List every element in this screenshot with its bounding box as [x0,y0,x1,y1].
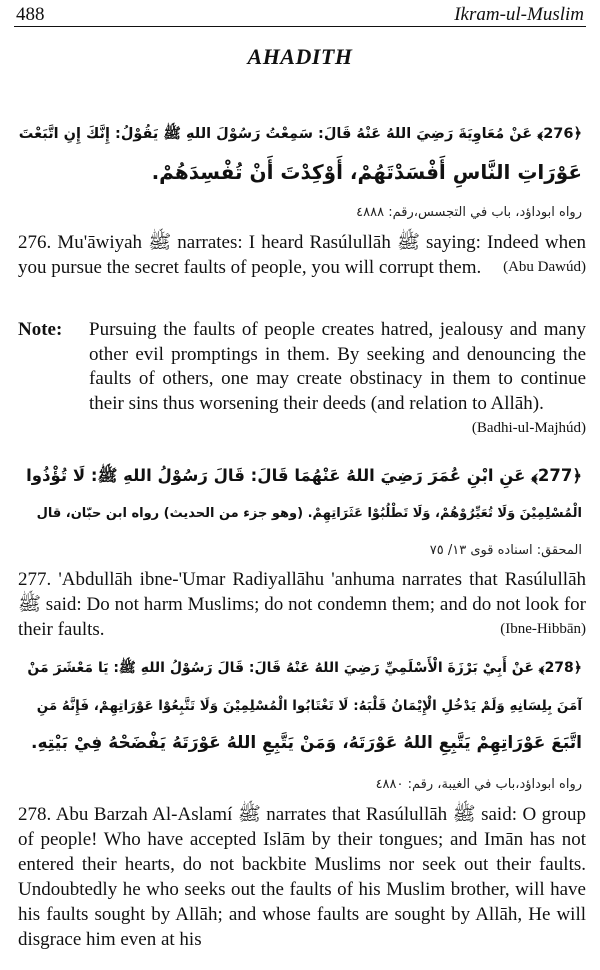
hadith-276-arabic-line1: ﴿276﴾ عَنْ مُعَاوِيَةَ رَضِيَ اللهُ عَنْهُ قَالَ: سَمِعْتُ رَسُوْلَ اللهِ ﷺ يَقُوْلُ: إِنَّكَ إِنِ اتَّبَعْتَ [18,126,582,142]
hadith-278-text: 278. Abu Barzah Al-Aslamí ﷺ narrates that Rasúlullāh ﷺ said: O group of people! Who have accepted Islām by their tongues; and Imān has not entered their hearts, do not backbite Muslims nor seek out their faults. Undoubtedly he who seeks out the faults of his Muslim brother, will have his faults sought by Allāh; and whose faults are sought by Allāh, He will disgrace him even at his [18,804,586,950]
running-title: Ikram-ul-Muslim [454,4,584,25]
note-body [89,318,586,441]
hadith-276-source: (Abu Dawúd) [503,259,586,275]
hadith-277-text: 277. 'Abdullāh ibne-'Umar Radiyallāhu 'anhuma narrates that Rasúlullāh ﷺ said: Do not harm Muslims; do not condemn them; and do not look for their faults. [18,569,586,640]
page-number: 488 [16,4,45,25]
hadith-278-arabic-line3: اتَّبَعَ عَوْرَاتِهِمْ يَتَّبِعِ اللهُ عَوْرَتَهُ، وَمَنْ يَتَّبِعِ اللهُ عَوْرَتَهُ يَفْضَحْهُ فِيْ بَيْتِهِ. [31,733,582,753]
hadith-278-translation [18,802,586,952]
page-header [14,2,586,27]
hadith-277-arabic-line2: الْمُسْلِمِيْنَ وَلَا تُعَيِّرُوْهُمْ، وَلَا تَطْلُبُوْا عَثَرَاتِهِمْ. (وهو جزء من الحديث) رواه ابن حبّان، قال [36,506,582,521]
hadith-276-text: 276. Mu'āwiyah ﷺ narrates: I heard Rasúlullāh ﷺ saying: Indeed when you pursue the secret faults of people, you will corrupt them. [18,232,587,278]
section-title: AHADITH [247,44,353,69]
note-text: Pursuing the faults of people creates hatred, jealousy and many other evil promptings in them. By seeking and denouncing the faults of others, one may create obstinacy in them to continue their sins thus worsening their deeds (and relation to Allāh). [89,319,586,414]
hadith-276-translation [18,230,586,280]
hadith-278-arabic-line2: آمَنَ بِلِسَانِهِ وَلَمْ يَدْخُلِ الْإِيْمَانُ قَلْبَهُ: لَا تَغْتَابُوا الْمُسْلِمِيْنَ وَلَا تَتَّبِعُوْا عَوْرَاتِهِمْ، فَإِنَّهُ مَنِ [36,698,582,714]
hadith-277-arabic-line1: ﴿277﴾ عَنِ ابْنِ عُمَرَ رَضِيَ اللهُ عَنْهُمَا قَالَ: قَالَ رَسُوْلُ اللهِ ﷺ: لَا تُؤْذُوا [26,466,582,485]
hadith-278-reference: رواه ابوداؤد،باب في الغيبة، رقم: ٤٨٨٠ [375,777,582,792]
hadith-276-reference: رواه ابوداؤد، باب في التجسس،رقم: ٤٨٨٨ [356,205,582,220]
hadith-277-reference: المحقق: اسناده قوى ١٣/ ٧٥ [429,543,582,558]
hadith-277-translation [18,567,586,642]
hadith-278-arabic-line1: ﴿278﴾ عَنْ أَبِيْ بَرْزَةَ الْأَسْلَمِيِّ رَضِيَ اللهُ عَنْهُ قَالَ: قَالَ رَسُوْلُ اللهِ ﷺ: يَا مَعْشَرَ مَنْ [27,660,582,676]
hadith-277-source: (Ibne-Hibbān) [500,621,586,637]
note-label: Note: [18,319,63,340]
hadith-276-arabic-line2: عَوْرَاتِ النَّاسِ أَفْسَدْتَهُمْ، أَوْكِدْتَ أَنْ تُفْسِدَهُمْ. [151,160,582,184]
note-source: (Badhi-ul-Majhúd) [471,420,586,436]
